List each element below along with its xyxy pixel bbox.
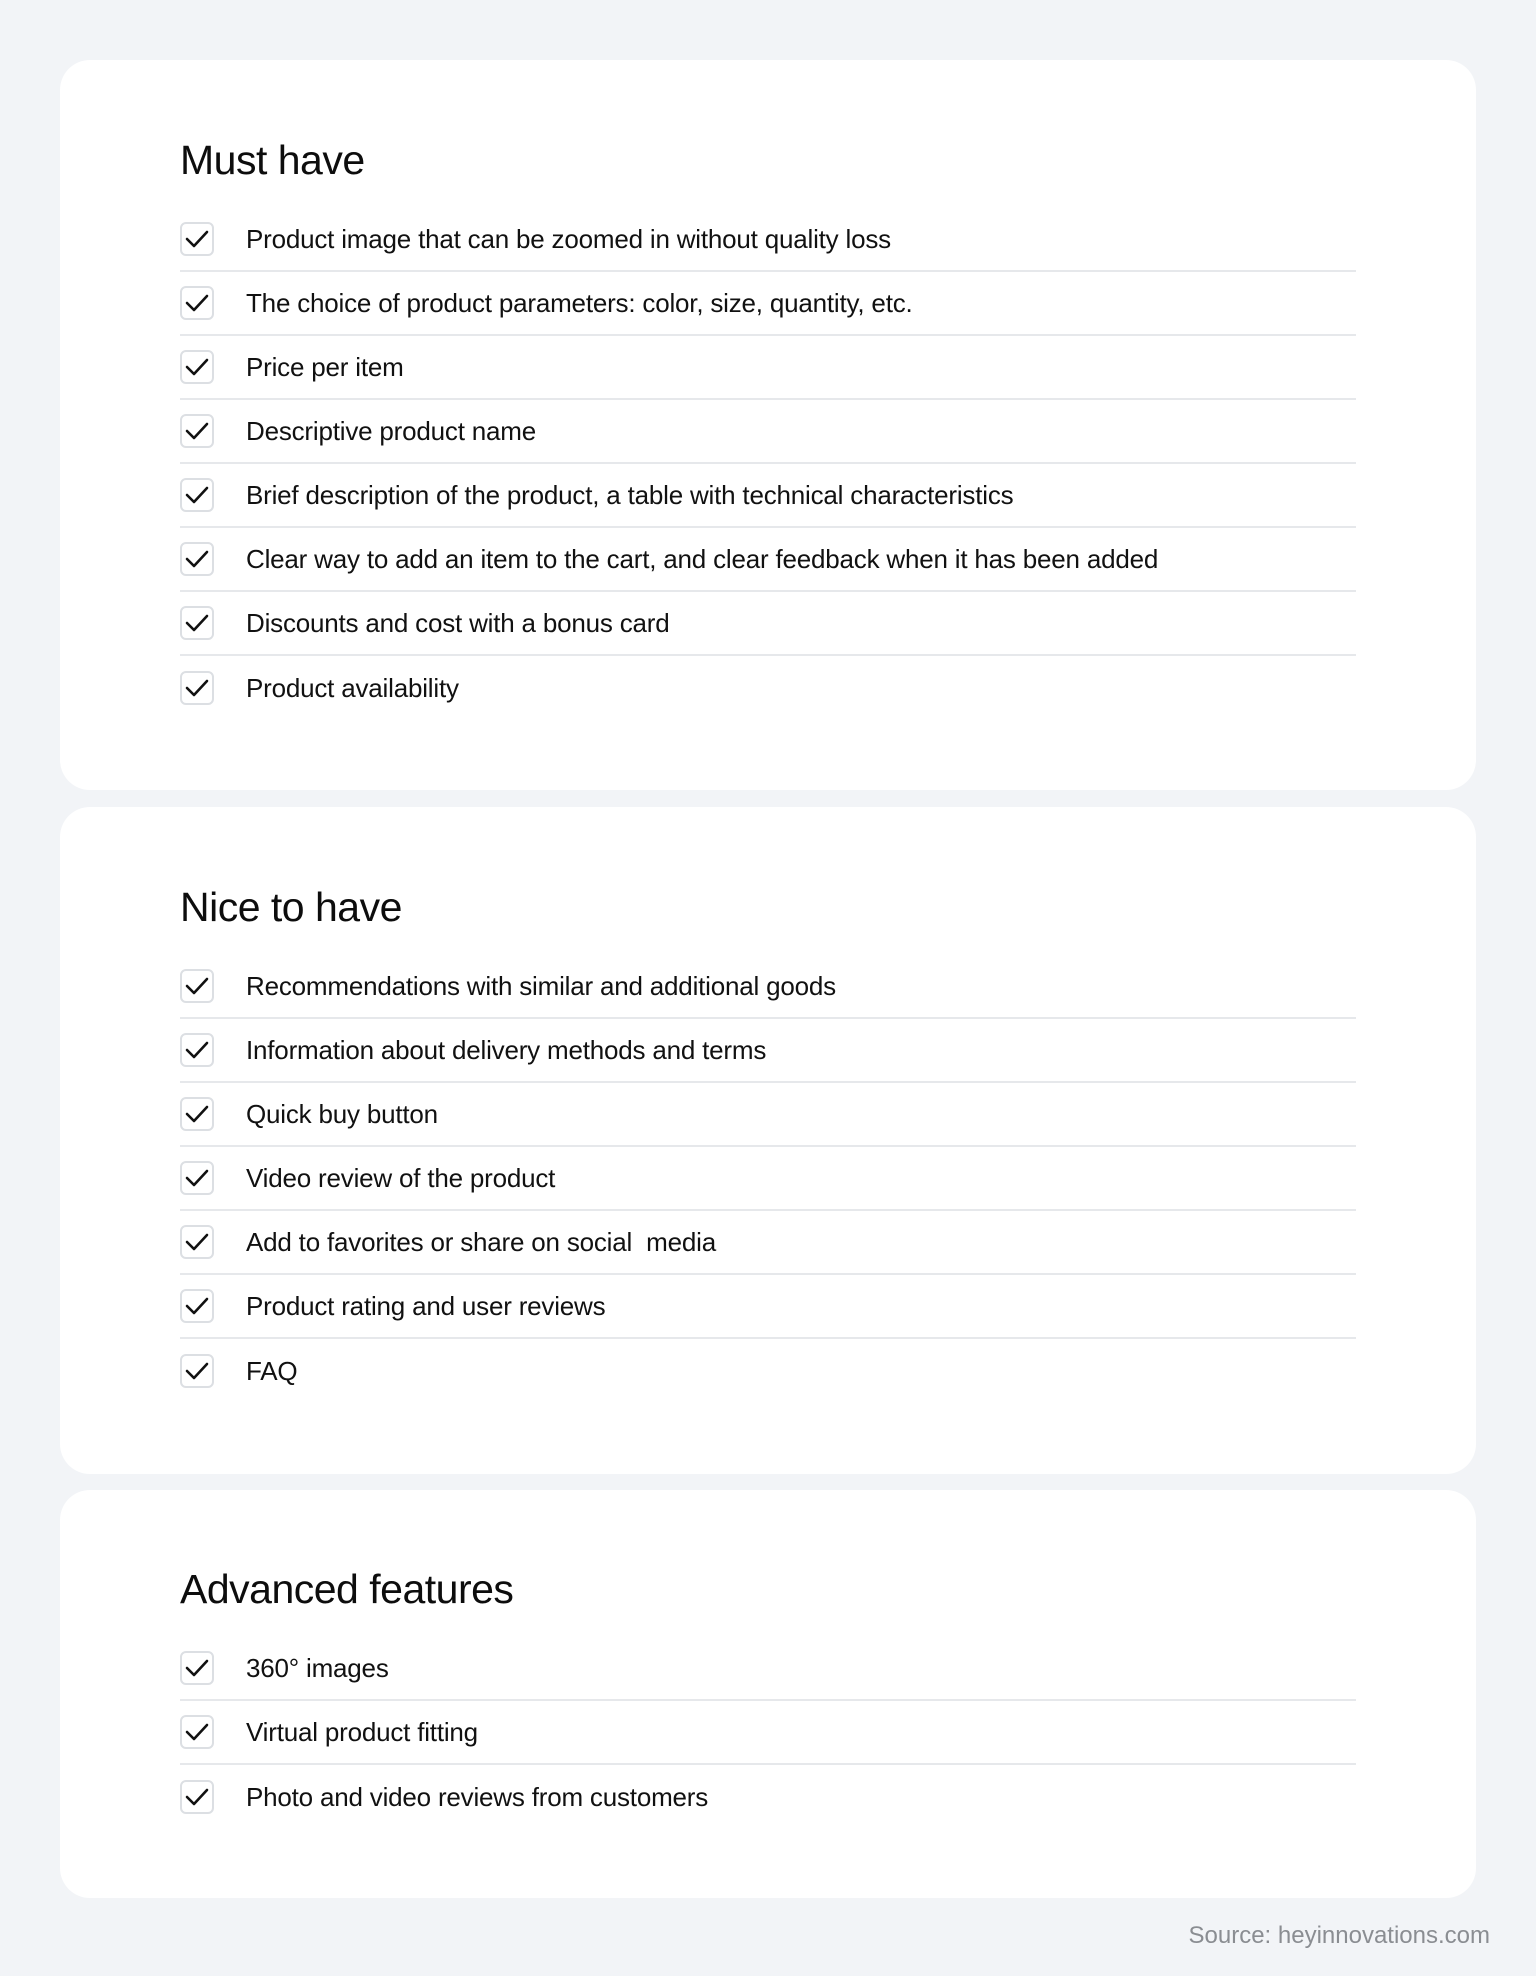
checkbox-checked-icon — [180, 542, 214, 576]
list-item — [180, 1637, 1356, 1701]
item-text: Recommendations with similar and additional goods — [246, 971, 836, 1001]
item-text: Virtual product fitting — [246, 1717, 478, 1747]
checkbox-checked-icon — [180, 478, 214, 512]
source-credit: Source: heyinnovations.com — [1188, 1922, 1490, 1949]
list-item — [180, 464, 1356, 528]
list-item — [180, 592, 1356, 656]
section-title: Advanced features — [180, 1566, 514, 1612]
checkbox-checked-icon — [180, 671, 214, 705]
item-text: Product rating and user reviews — [246, 1291, 606, 1321]
checkbox-checked-icon — [180, 1033, 214, 1067]
list-item — [180, 1083, 1356, 1147]
list-item — [180, 1019, 1356, 1083]
item-text: Quick buy button — [246, 1099, 438, 1129]
item-text: Product image that can be zoomed in without quality loss — [246, 224, 891, 254]
checkbox-checked-icon — [180, 1651, 214, 1685]
checklist — [180, 208, 1356, 720]
item-text: Brief description of the product, a table with technical characteristics — [246, 480, 1014, 510]
item-text: Discounts and cost with a bonus card — [246, 608, 670, 638]
list-item — [180, 656, 1356, 720]
checkbox-checked-icon — [180, 414, 214, 448]
item-text: FAQ — [246, 1356, 298, 1386]
item-text: Price per item — [246, 352, 404, 382]
list-item — [180, 1211, 1356, 1275]
list-item — [180, 1339, 1356, 1403]
checkbox-checked-icon — [180, 606, 214, 640]
checkbox-checked-icon — [180, 350, 214, 384]
list-item — [180, 208, 1356, 272]
item-text: Add to favorites or share on social media — [246, 1227, 716, 1257]
list-item — [180, 1147, 1356, 1211]
list-item — [180, 1701, 1356, 1765]
checkbox-checked-icon — [180, 286, 214, 320]
section-title: Must have — [180, 137, 365, 183]
list-item — [180, 955, 1356, 1019]
checkbox-checked-icon — [180, 1161, 214, 1195]
checkbox-checked-icon — [180, 1715, 214, 1749]
checkbox-checked-icon — [180, 1225, 214, 1259]
list-item — [180, 336, 1356, 400]
checklist — [180, 955, 1356, 1403]
item-text: Product availability — [246, 673, 459, 703]
checkbox-checked-icon — [180, 969, 214, 1003]
checkbox-checked-icon — [180, 222, 214, 256]
item-text: Clear way to add an item to the cart, and clear feedback when it has been added — [246, 544, 1159, 574]
list-item — [180, 528, 1356, 592]
list-item — [180, 400, 1356, 464]
item-text: The choice of product parameters: color, size, quantity, etc. — [246, 288, 913, 318]
list-item — [180, 272, 1356, 336]
checkbox-checked-icon — [180, 1780, 214, 1814]
list-item — [180, 1765, 1356, 1829]
checkbox-checked-icon — [180, 1354, 214, 1388]
section-title: Nice to have — [180, 884, 402, 930]
must-have-card — [60, 60, 1476, 790]
item-text: Information about delivery methods and terms — [246, 1035, 767, 1065]
checkbox-checked-icon — [180, 1289, 214, 1323]
item-text: Photo and video reviews from customers — [246, 1782, 709, 1812]
checklist — [180, 1637, 1356, 1829]
item-text: Video review of the product — [246, 1163, 556, 1193]
list-item — [180, 1275, 1356, 1339]
checkbox-checked-icon — [180, 1097, 214, 1131]
advanced-features-card — [60, 1490, 1476, 1898]
item-text: 360° images — [246, 1653, 389, 1683]
nice-to-have-card — [60, 807, 1476, 1474]
item-text: Descriptive product name — [246, 416, 536, 446]
